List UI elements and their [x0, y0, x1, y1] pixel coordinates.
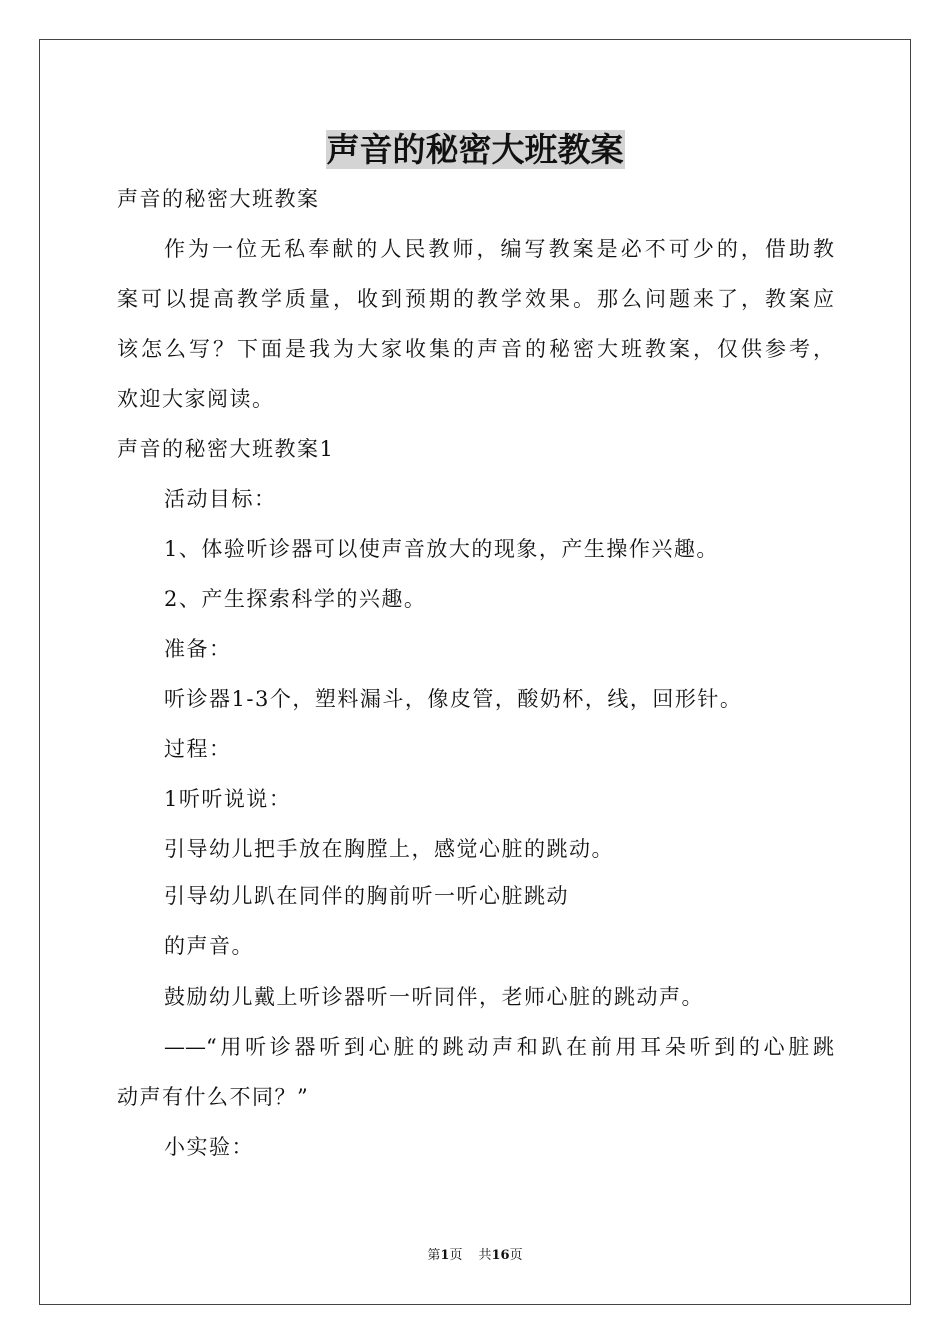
paragraph-line: 案可以提高教学质量，收到预期的教学效果。那么问题来了，教案应	[117, 287, 834, 311]
paragraph-line: 引导幼儿把手放在胸膛上，感觉心脏的跳动。	[164, 837, 614, 861]
paragraph-line: 鼓励幼儿戴上听诊器听一听同伴，老师心脏的跳动声。	[164, 985, 704, 1009]
paragraph-line: 2、产生探索科学的兴趣。	[164, 587, 427, 611]
page-prefix: 第	[427, 1248, 441, 1263]
page-total: 16	[491, 1248, 510, 1263]
paragraph-line: 动声有什么不同？”	[117, 1085, 310, 1109]
page-footer	[0, 1246, 950, 1266]
page-current: 1	[440, 1248, 450, 1263]
paragraph-line: 小实验：	[164, 1135, 254, 1159]
paragraph-line: ——“用听诊器听到心脏的跳动声和趴在前用耳朵听到的心脏跳	[164, 1035, 834, 1059]
document-title: 声音的秘密大班教案	[326, 130, 624, 169]
paragraph-line: 该怎么写？下面是我为大家收集的声音的秘密大班教案，仅供参考，	[117, 337, 834, 361]
paragraph-line: 听诊器1-3个，塑料漏斗，像皮管，酸奶杯，线，回形针。	[164, 687, 743, 711]
total-prefix: 共	[478, 1248, 492, 1263]
paragraph-line: 1、体验听诊器可以使声音放大的现象，产生操作兴趣。	[164, 537, 719, 561]
paragraph-line: 过程：	[164, 737, 232, 761]
paragraph-line: 作为一位无私奉献的人民教师，编写教案是必不可少的，借助教	[164, 237, 834, 261]
paragraph-line: 欢迎大家阅读。	[117, 387, 275, 411]
section-heading: 声音的秘密大班教案1	[117, 437, 335, 461]
paragraph-line: 引导幼儿趴在同伴的胸前听一听心脏跳动	[164, 884, 569, 908]
subtitle-line: 声音的秘密大班教案	[117, 187, 320, 211]
total-unit: 页	[509, 1248, 523, 1263]
paragraph-line: 活动目标：	[164, 487, 277, 511]
paragraph-line: 1听听说说：	[164, 787, 292, 811]
paragraph-line: 的声音。	[164, 934, 254, 958]
page-unit: 页	[449, 1248, 463, 1263]
paragraph-line: 准备：	[164, 637, 232, 661]
page-frame	[39, 39, 911, 1305]
